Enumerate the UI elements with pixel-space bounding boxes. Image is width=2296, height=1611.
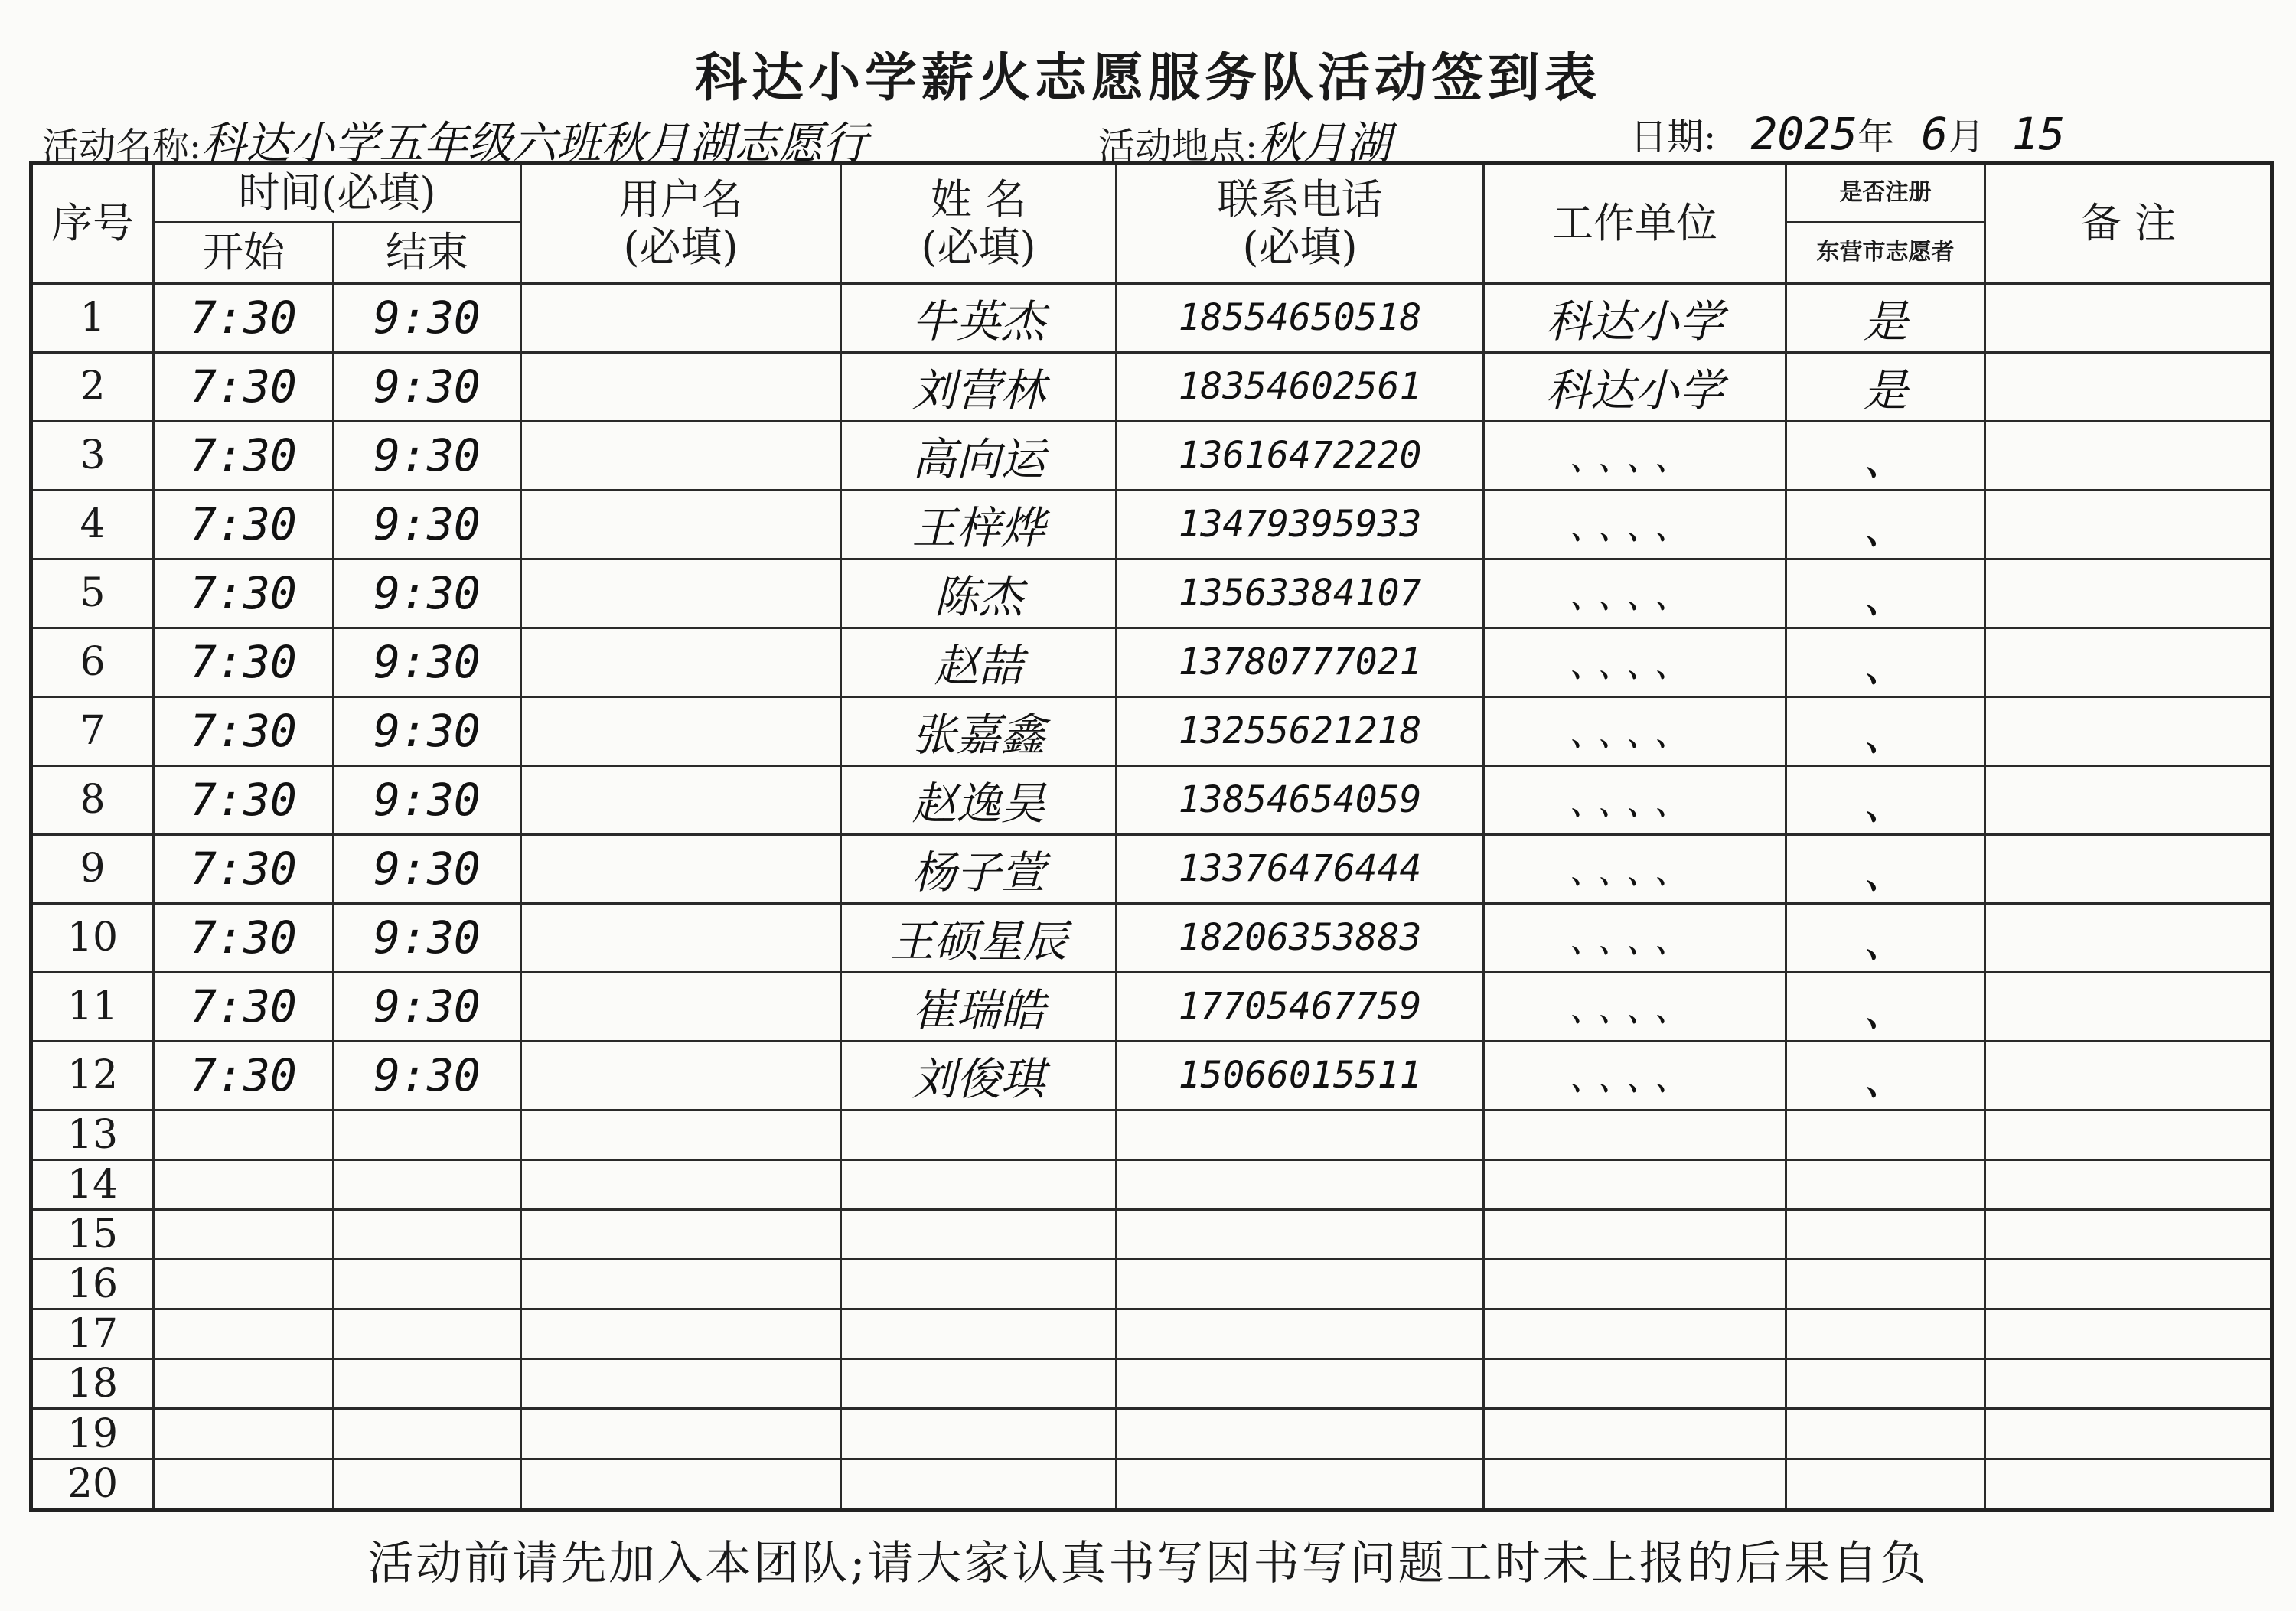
work-unit-cell xyxy=(1484,1309,1786,1359)
row-number-cell: 19 xyxy=(31,1409,154,1459)
row-number-cell: 12 xyxy=(31,1041,154,1110)
activity-name-value: 科达小学五年级六班秋月湖志愿行 xyxy=(201,117,868,169)
work-unit-cell: 科达小学 xyxy=(1484,284,1786,353)
work-unit-cell xyxy=(1484,1359,1786,1409)
registered-cell: 、 xyxy=(1786,421,1985,490)
volunteer-name-cell: 刘俊琪 xyxy=(841,1041,1117,1110)
header-time: 时间(必填) xyxy=(154,163,521,223)
username-cell xyxy=(521,972,841,1041)
start-time-cell xyxy=(154,1359,334,1409)
header-name xyxy=(841,163,1117,284)
volunteer-name-cell: 赵喆 xyxy=(841,628,1117,696)
start-time-cell: 7:30 xyxy=(154,1041,334,1110)
end-time-cell xyxy=(334,1110,521,1159)
remark-cell xyxy=(1985,628,2272,696)
header-phone xyxy=(1117,163,1484,284)
registered-cell: 、 xyxy=(1786,559,1985,628)
start-time-cell xyxy=(154,1260,334,1309)
end-time-cell xyxy=(334,1260,521,1309)
registered-cell xyxy=(1786,1359,1985,1409)
end-time-cell: 9:30 xyxy=(334,628,521,696)
registered-cell: 、 xyxy=(1786,490,1985,559)
volunteer-name-cell: 牛英杰 xyxy=(841,284,1117,353)
username-cell xyxy=(521,284,841,353)
work-unit-cell: 科达小学 xyxy=(1484,352,1786,421)
remark-cell xyxy=(1985,696,2272,765)
row-number-cell: 2 xyxy=(31,352,154,421)
work-unit-cell xyxy=(1484,1260,1786,1309)
username-cell xyxy=(521,1209,841,1259)
date-month: 6 xyxy=(1921,108,1949,160)
end-time-cell xyxy=(334,1459,521,1509)
header-work: 工作单位 xyxy=(1484,163,1786,284)
registered-cell xyxy=(1786,1309,1985,1359)
work-unit-cell: 、、、、 xyxy=(1484,834,1786,903)
start-time-cell xyxy=(154,1209,334,1259)
phone-number-cell: 18354602561 xyxy=(1117,352,1484,421)
remark-cell xyxy=(1985,352,2272,421)
row-number-cell: 11 xyxy=(31,972,154,1041)
phone-number-cell: 17705467759 xyxy=(1117,972,1484,1041)
phone-number-cell xyxy=(1117,1159,1484,1209)
start-time-cell xyxy=(154,1459,334,1509)
username-cell xyxy=(521,696,841,765)
registered-cell: 、 xyxy=(1786,903,1985,972)
table-row xyxy=(31,490,2272,559)
remark-cell xyxy=(1985,972,2272,1041)
table-row xyxy=(31,1209,2272,1259)
phone-number-cell xyxy=(1117,1260,1484,1309)
table-row xyxy=(31,1041,2272,1110)
header-phone-req: (必填) xyxy=(1242,223,1358,271)
row-number-cell: 8 xyxy=(31,765,154,834)
row-number-cell: 5 xyxy=(31,559,154,628)
registered-cell: 是 xyxy=(1786,284,1985,353)
volunteer-name-cell xyxy=(841,1209,1117,1259)
username-cell xyxy=(521,1359,841,1409)
remark-cell xyxy=(1985,1309,2272,1359)
work-unit-cell: 、、、、 xyxy=(1484,765,1786,834)
remark-cell xyxy=(1985,421,2272,490)
sheet-title: 科达小学薪火志愿服务队活动签到表 xyxy=(694,48,1601,109)
start-time-cell: 7:30 xyxy=(154,834,334,903)
phone-number-cell xyxy=(1117,1359,1484,1409)
username-cell xyxy=(521,765,841,834)
table-row xyxy=(31,1159,2272,1209)
work-unit-cell: 、、、、 xyxy=(1484,628,1786,696)
registered-cell xyxy=(1786,1409,1985,1459)
remark-cell xyxy=(1985,1209,2272,1259)
volunteer-name-cell: 王硕星辰 xyxy=(841,903,1117,972)
start-time-cell: 7:30 xyxy=(154,284,334,353)
remark-cell xyxy=(1985,834,2272,903)
username-cell xyxy=(521,490,841,559)
registered-cell: 、 xyxy=(1786,1041,1985,1110)
work-unit-cell xyxy=(1484,1459,1786,1509)
table-row xyxy=(31,765,2272,834)
table-row xyxy=(31,1459,2272,1509)
start-time-cell xyxy=(154,1110,334,1159)
date-label: 日期: xyxy=(1630,116,1717,158)
volunteer-name-cell: 高向运 xyxy=(841,421,1117,490)
phone-number-cell xyxy=(1117,1309,1484,1359)
username-cell xyxy=(521,1309,841,1359)
start-time-cell: 7:30 xyxy=(154,559,334,628)
work-unit-cell: 、、、、 xyxy=(1484,421,1786,490)
end-time-cell: 9:30 xyxy=(334,421,521,490)
row-number-cell: 4 xyxy=(31,490,154,559)
sign-in-table xyxy=(29,161,2274,1512)
phone-number-cell: 13563384107 xyxy=(1117,559,1484,628)
username-cell xyxy=(521,1260,841,1309)
table-row xyxy=(31,284,2272,353)
start-time-cell: 7:30 xyxy=(154,765,334,834)
activity-name-label: 活动名称: xyxy=(42,125,202,168)
row-number-cell: 15 xyxy=(31,1209,154,1259)
header-registered-sub: 东营市志愿者 xyxy=(1786,223,1985,284)
end-time-cell xyxy=(334,1359,521,1409)
table-row xyxy=(31,1110,2272,1159)
registered-cell: 、 xyxy=(1786,834,1985,903)
table-row xyxy=(31,628,2272,696)
work-unit-cell: 、、、、 xyxy=(1484,1041,1786,1110)
registered-cell xyxy=(1786,1459,1985,1509)
work-unit-cell xyxy=(1484,1110,1786,1159)
phone-number-cell xyxy=(1117,1459,1484,1509)
phone-number-cell: 15066015511 xyxy=(1117,1041,1484,1110)
volunteer-name-cell xyxy=(841,1309,1117,1359)
row-number-cell: 7 xyxy=(31,696,154,765)
header-username-label: 用户名 xyxy=(618,174,743,223)
end-time-cell: 9:30 xyxy=(334,284,521,353)
volunteer-name-cell xyxy=(841,1260,1117,1309)
remark-cell xyxy=(1985,1041,2272,1110)
remark-cell xyxy=(1985,284,2272,353)
end-time-cell: 9:30 xyxy=(334,559,521,628)
username-cell xyxy=(521,421,841,490)
phone-number-cell: 13854654059 xyxy=(1117,765,1484,834)
phone-number-cell: 13255621218 xyxy=(1117,696,1484,765)
end-time-cell xyxy=(334,1409,521,1459)
end-time-cell: 9:30 xyxy=(334,352,521,421)
remark-cell xyxy=(1985,1409,2272,1459)
start-time-cell xyxy=(154,1409,334,1459)
phone-number-cell: 18554650518 xyxy=(1117,284,1484,353)
username-cell xyxy=(521,628,841,696)
start-time-cell: 7:30 xyxy=(154,421,334,490)
end-time-cell xyxy=(334,1309,521,1359)
header-end: 结束 xyxy=(334,223,521,284)
date-year: 2025 xyxy=(1750,108,1858,160)
volunteer-name-cell: 崔瑞皓 xyxy=(841,972,1117,1041)
row-number-cell: 14 xyxy=(31,1159,154,1209)
row-number-cell: 3 xyxy=(31,421,154,490)
header-registered: 是否注册 xyxy=(1786,163,1985,223)
date-day: 15 xyxy=(2011,108,2066,160)
username-cell xyxy=(521,1409,841,1459)
volunteer-name-cell xyxy=(841,1110,1117,1159)
registered-cell: 、 xyxy=(1786,765,1985,834)
start-time-cell xyxy=(154,1309,334,1359)
username-cell xyxy=(521,903,841,972)
start-time-cell: 7:30 xyxy=(154,903,334,972)
start-time-cell: 7:30 xyxy=(154,490,334,559)
table-row xyxy=(31,903,2272,972)
phone-number-cell: 13616472220 xyxy=(1117,421,1484,490)
registered-cell xyxy=(1786,1209,1985,1259)
remark-cell xyxy=(1985,1459,2272,1509)
phone-number-cell xyxy=(1117,1110,1484,1159)
work-unit-cell xyxy=(1484,1209,1786,1259)
remark-cell xyxy=(1985,1359,2272,1409)
volunteer-name-cell xyxy=(841,1459,1117,1509)
phone-number-cell: 18206353883 xyxy=(1117,903,1484,972)
table-row xyxy=(31,1359,2272,1409)
activity-place-value: 秋月湖 xyxy=(1257,117,1391,169)
username-cell xyxy=(521,352,841,421)
volunteer-name-cell: 王梓烨 xyxy=(841,490,1117,559)
table-row xyxy=(31,1260,2272,1309)
header-username-req: (必填) xyxy=(623,223,739,271)
end-time-cell: 9:30 xyxy=(334,696,521,765)
username-cell xyxy=(521,1459,841,1509)
footer-note: 活动前请先加入本团队;请大家认真书写因书写问题工时未上报的后果自负 xyxy=(367,1537,1929,1590)
header-phone-label: 联系电话 xyxy=(1217,174,1383,223)
phone-number-cell: 13376476444 xyxy=(1117,834,1484,903)
phone-number-cell: 13780777021 xyxy=(1117,628,1484,696)
remark-cell xyxy=(1985,765,2272,834)
header-username xyxy=(521,163,841,284)
registered-cell: 、 xyxy=(1786,628,1985,696)
work-unit-cell: 、、、、 xyxy=(1484,490,1786,559)
registered-cell xyxy=(1786,1260,1985,1309)
end-time-cell: 9:30 xyxy=(334,490,521,559)
row-number-cell: 6 xyxy=(31,628,154,696)
table-row xyxy=(31,696,2272,765)
remark-cell xyxy=(1985,559,2272,628)
row-number-cell: 9 xyxy=(31,834,154,903)
row-number-cell: 16 xyxy=(31,1260,154,1309)
start-time-cell xyxy=(154,1159,334,1209)
header-remark: 备 注 xyxy=(1985,163,2272,284)
start-time-cell: 7:30 xyxy=(154,696,334,765)
remark-cell xyxy=(1985,1159,2272,1209)
start-time-cell: 7:30 xyxy=(154,628,334,696)
volunteer-name-cell: 张嘉鑫 xyxy=(841,696,1117,765)
end-time-cell: 9:30 xyxy=(334,972,521,1041)
remark-cell xyxy=(1985,903,2272,972)
table-row xyxy=(31,1309,2272,1359)
row-number-cell: 18 xyxy=(31,1359,154,1409)
table-row xyxy=(31,834,2272,903)
phone-number-cell: 13479395933 xyxy=(1117,490,1484,559)
end-time-cell: 9:30 xyxy=(334,834,521,903)
header-name-label: 姓 名 xyxy=(930,174,1027,223)
registered-cell xyxy=(1786,1159,1985,1209)
end-time-cell: 9:30 xyxy=(334,1041,521,1110)
username-cell xyxy=(521,1159,841,1209)
row-number-cell: 17 xyxy=(31,1309,154,1359)
work-unit-cell: 、、、、 xyxy=(1484,903,1786,972)
registered-cell: 、 xyxy=(1786,696,1985,765)
phone-number-cell xyxy=(1117,1409,1484,1459)
volunteer-name-cell: 陈杰 xyxy=(841,559,1117,628)
table-row xyxy=(31,972,2272,1041)
start-time-cell: 7:30 xyxy=(154,352,334,421)
phone-number-cell xyxy=(1117,1209,1484,1259)
header-start: 开始 xyxy=(154,223,334,284)
registered-cell: 、 xyxy=(1786,972,1985,1041)
end-time-cell xyxy=(334,1159,521,1209)
end-time-cell: 9:30 xyxy=(334,765,521,834)
date-year-char: 年 xyxy=(1857,116,1895,158)
registered-cell: 是 xyxy=(1786,352,1985,421)
header-seq: 序号 xyxy=(31,163,154,284)
remark-cell xyxy=(1985,490,2272,559)
activity-date xyxy=(1630,107,2065,160)
volunteer-name-cell: 杨子萱 xyxy=(841,834,1117,903)
username-cell xyxy=(521,1041,841,1110)
header-name-req: (必填) xyxy=(921,223,1036,271)
volunteer-name-cell xyxy=(841,1159,1117,1209)
date-month-char: 月 xyxy=(1948,116,1985,158)
table-row xyxy=(31,559,2272,628)
table-row xyxy=(31,1409,2272,1459)
work-unit-cell: 、、、、 xyxy=(1484,972,1786,1041)
volunteer-name-cell: 刘营林 xyxy=(841,352,1117,421)
row-number-cell: 13 xyxy=(31,1110,154,1159)
work-unit-cell xyxy=(1484,1409,1786,1459)
end-time-cell: 9:30 xyxy=(334,903,521,972)
activity-place-label: 活动地点: xyxy=(1098,125,1258,168)
start-time-cell: 7:30 xyxy=(154,972,334,1041)
row-number-cell: 10 xyxy=(31,903,154,972)
work-unit-cell xyxy=(1484,1159,1786,1209)
work-unit-cell: 、、、、 xyxy=(1484,559,1786,628)
volunteer-name-cell xyxy=(841,1359,1117,1409)
remark-cell xyxy=(1985,1260,2272,1309)
username-cell xyxy=(521,559,841,628)
row-number-cell: 1 xyxy=(31,284,154,353)
remark-cell xyxy=(1985,1110,2272,1159)
volunteer-name-cell: 赵逸昊 xyxy=(841,765,1117,834)
end-time-cell xyxy=(334,1209,521,1259)
row-number-cell: 20 xyxy=(31,1459,154,1509)
registered-cell xyxy=(1786,1110,1985,1159)
table-row xyxy=(31,352,2272,421)
table-row xyxy=(31,421,2272,490)
work-unit-cell: 、、、、 xyxy=(1484,696,1786,765)
username-cell xyxy=(521,1110,841,1159)
volunteer-name-cell xyxy=(841,1409,1117,1459)
username-cell xyxy=(521,834,841,903)
